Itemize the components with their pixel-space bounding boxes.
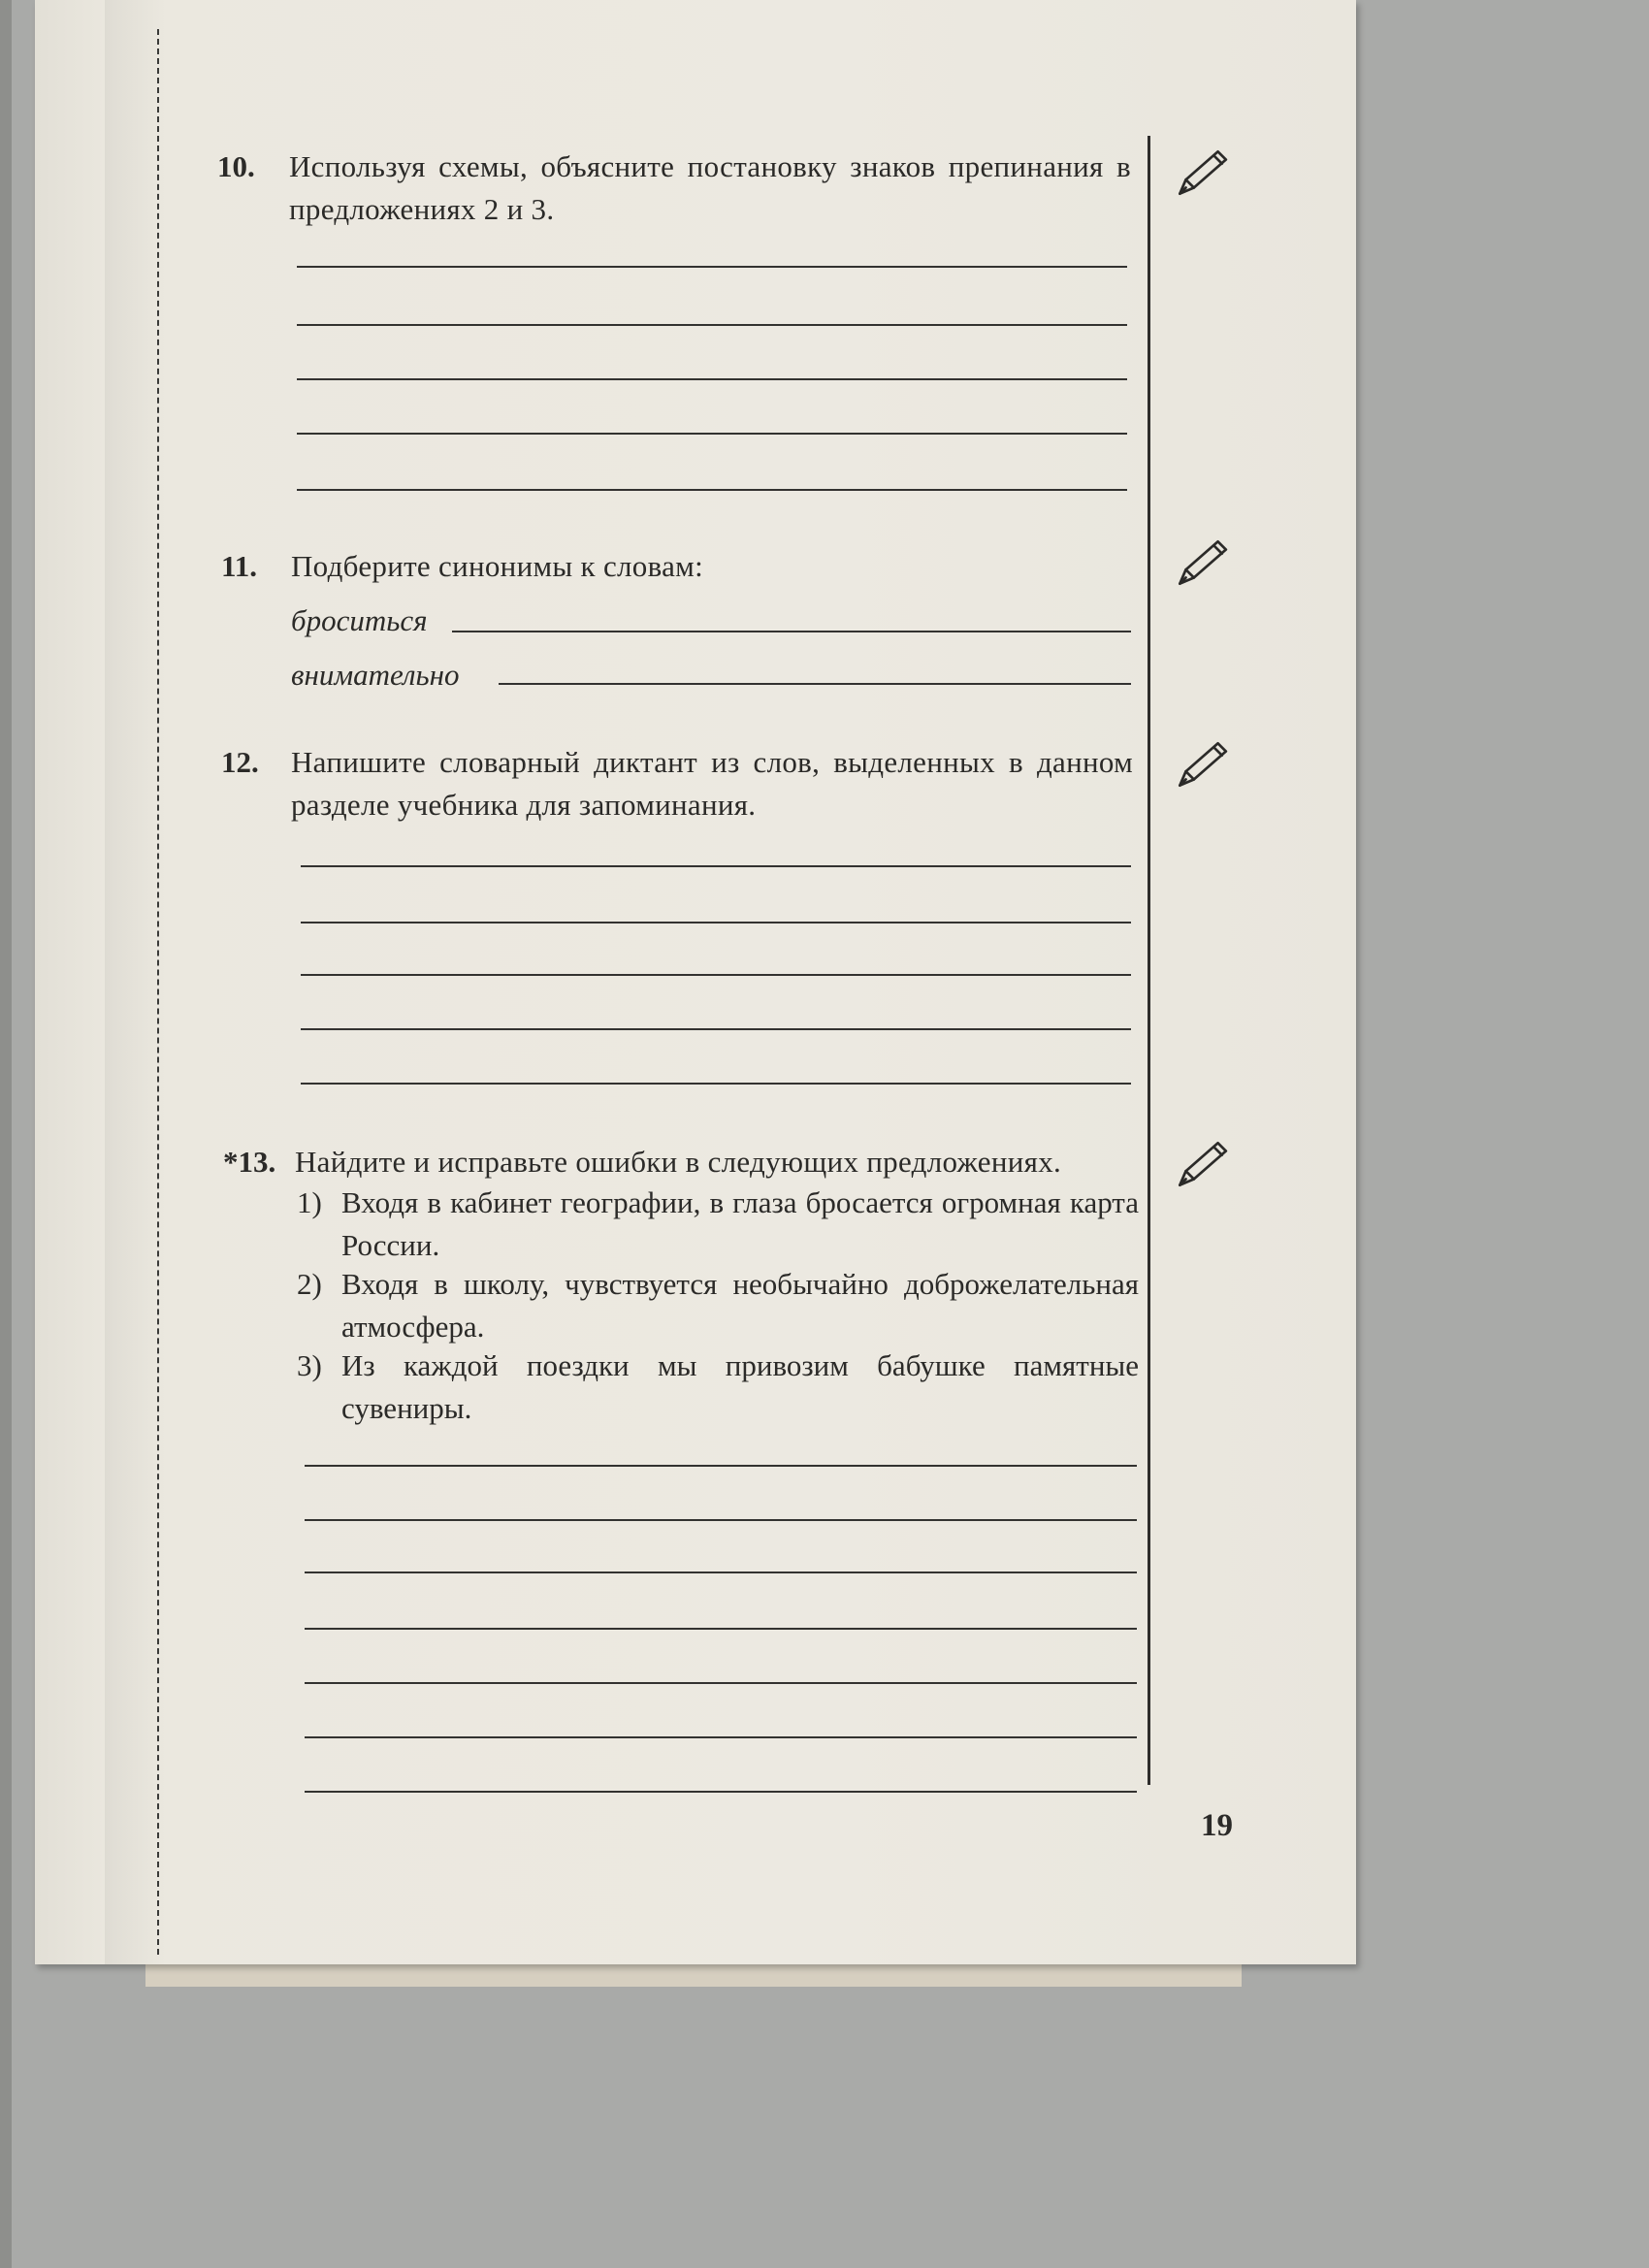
answer-line[interactable] xyxy=(297,266,1127,268)
task-11-text: Подберите синонимы к словам: xyxy=(291,549,704,583)
answer-line[interactable] xyxy=(301,974,1131,976)
answer-line[interactable] xyxy=(305,1791,1137,1793)
task-12-number: 12. xyxy=(221,745,259,779)
answer-line[interactable] xyxy=(301,865,1131,867)
sentence-number: 2) xyxy=(297,1267,322,1301)
page-number: 19 xyxy=(1201,1808,1233,1843)
answer-line[interactable] xyxy=(305,1628,1137,1630)
pen-nib-icon xyxy=(1170,735,1230,795)
task-13-number: *13. xyxy=(223,1145,276,1179)
answer-line[interactable] xyxy=(301,1083,1131,1085)
answer-line[interactable] xyxy=(297,324,1127,326)
sentence-text: Входя в кабинет географии, в глаза бросается огромная карта России. xyxy=(341,1185,1139,1262)
answer-line[interactable] xyxy=(305,1519,1137,1521)
sentence-number: 1) xyxy=(297,1185,322,1219)
sentence-text: Из каждой поездки мы привозим бабушке памятные сувениры. xyxy=(341,1348,1139,1425)
task-12-text: Напишите словарный диктант из слов, выделенных в данном разделе учебника для запоминания. xyxy=(291,745,1133,822)
pen-nib-icon xyxy=(1170,534,1230,594)
answer-line[interactable] xyxy=(297,433,1127,435)
margin-rule xyxy=(1148,136,1150,1785)
task-11-number: 11. xyxy=(221,549,258,583)
answer-line[interactable] xyxy=(297,489,1127,491)
task-10-text: Используя схемы, объясните постановку знаков препинания в предложениях 2 и 3. xyxy=(289,149,1131,226)
synonym-answer-line[interactable] xyxy=(452,631,1131,632)
sentence-number: 3) xyxy=(297,1348,322,1382)
workbook-page xyxy=(35,0,1356,1964)
answer-line[interactable] xyxy=(305,1571,1137,1573)
pen-nib-icon xyxy=(1170,1135,1230,1195)
synonym-answer-line[interactable] xyxy=(499,683,1131,685)
answer-line[interactable] xyxy=(301,922,1131,923)
answer-line[interactable] xyxy=(305,1465,1137,1467)
answer-line[interactable] xyxy=(301,1028,1131,1030)
answer-line[interactable] xyxy=(305,1682,1137,1684)
task-13-text: Найдите и исправьте ошибки в следующих предложениях. xyxy=(295,1145,1062,1179)
answer-line[interactable] xyxy=(297,378,1127,380)
task-10-number: 10. xyxy=(217,149,255,183)
synonym-word: внимательно xyxy=(291,658,460,692)
pen-nib-icon xyxy=(1170,144,1230,204)
cut-line xyxy=(157,29,159,1955)
scan-background-edge xyxy=(0,0,12,2268)
answer-line[interactable] xyxy=(305,1736,1137,1738)
sentence-text: Входя в школу, чувствуется необычайно доброжелательная атмосфера. xyxy=(341,1267,1139,1344)
synonym-word: броситься xyxy=(291,603,428,637)
